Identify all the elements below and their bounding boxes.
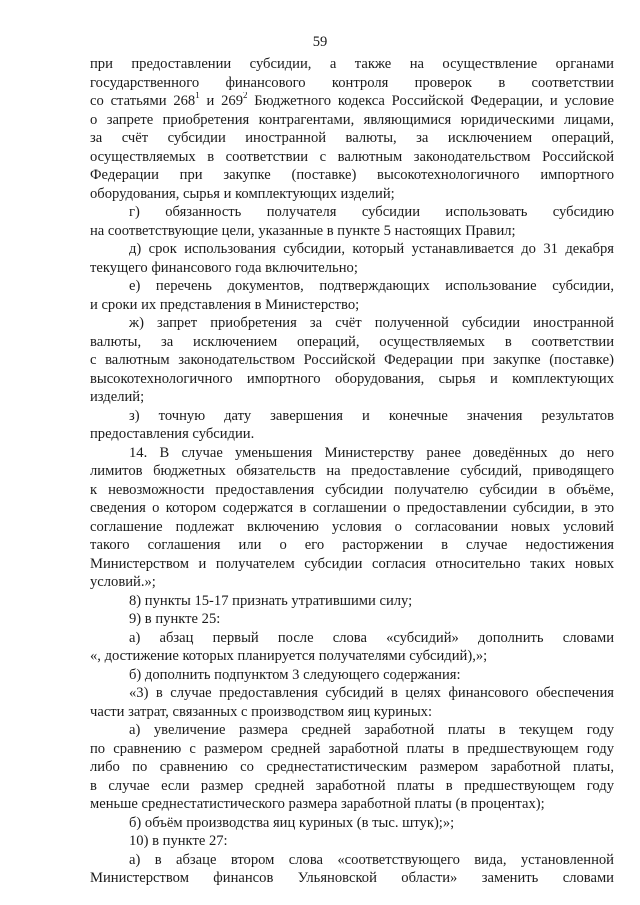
text-line: меньше среднестатистического размера заработной платы (в процентах); — [90, 796, 545, 812]
text-line: осуществляемых в соответствии с валютным законодательством Российской — [90, 148, 614, 165]
text-line: со статьями $268^1$ и $269^2$ Бюджетного кодекса Российской Федерации, и условие — [90, 92, 614, 109]
text-line: текущего финансового года включительно; — [90, 259, 358, 276]
text-line: Министерством финансов Ульяновской области» заменить словами — [90, 870, 614, 886]
text-line: а) абзац первый после слова «субсидий» дополнить словами — [129, 629, 614, 646]
text-line: о запрете приобретения контрагентами, являющимися юридическими лицами, — [90, 111, 614, 128]
text-line: «, достижение которых планируется получателями субсидий),»; — [90, 648, 488, 664]
text-line: Министерством и получателем субсидии согласия относительно таких новых — [90, 555, 614, 572]
text-line: е) перечень документов, подтверждающих использование субсидии, — [129, 278, 614, 294]
document-body — [90, 55, 614, 888]
text-line: Федерации при закупке (поставке) высокотехнологичного импортного — [90, 167, 614, 183]
text-line: при предоставлении субсидии, а также на осуществление органами — [90, 56, 614, 72]
text-line: условий.»; — [90, 574, 156, 590]
text-line: ж) запрет приобретения за счёт полученной субсидии иностранной — [129, 315, 614, 331]
text-line: высокотехнологичного импортного оборудования, сырья и комплектующих — [90, 370, 614, 387]
text-line: на соответствующие цели, указанные в пункте 5 настоящих Правил; — [90, 222, 516, 239]
text-line: предоставления субсидии. — [90, 426, 255, 442]
text-line: 14. В случае уменьшения Министерству ранее доведённых до него — [129, 444, 614, 461]
text-line: соглашение подлежат включению условия о согласовании новых условий — [90, 518, 614, 535]
text-line: такого соглашения или о его расторжении в случае недостижения — [90, 537, 614, 553]
text-line: государственного финансового контроля проверок в соответствии — [90, 74, 614, 91]
text-line: 10) в пункте 27: — [129, 833, 228, 849]
text-line: изделий; — [90, 389, 145, 405]
text-line: 9) в пункте 25: — [129, 611, 221, 627]
text-line: з) точную дату завершения и конечные значения результатов — [129, 407, 614, 424]
text-line: оборудования, сырья и комплектующих изделий; — [90, 185, 395, 202]
text-line: валюты, за исключением операций, осуществляемых в соответствии — [90, 333, 614, 350]
text-line: а) в абзаце втором слова «соответствующего вида, установленной — [129, 851, 614, 868]
text-line: д) срок использования субсидии, который устанавливается до 31 декабря — [129, 241, 614, 257]
text-line: по сравнению с размером средней заработной платы в предшествующем году — [90, 740, 614, 757]
text-line: с валютным законодательством Российской Федерации при закупке (поставке) — [90, 352, 614, 368]
text-line: и сроки их представления в Министерство; — [90, 296, 360, 313]
text-line: 8) пункты 15-17 признать утратившими силу; — [129, 592, 413, 609]
text-line: «3) в случае предоставления субсидий в целях финансового обеспечения — [129, 685, 614, 701]
text-line: а) увеличение размера средней заработной платы в текущем году — [129, 722, 614, 738]
text-line: сведения о котором содержатся в соглашении о предоставлении субсидии, в это — [90, 500, 614, 516]
text-line: б) объём производства яиц куриных (в тыс. штук);»; — [129, 814, 455, 831]
text-line: г) обязанность получателя субсидии использовать субсидию — [129, 204, 614, 220]
text-line: либо по сравнению со среднестатистическим размером заработной платы, — [90, 759, 614, 775]
page-number: 59 — [312, 34, 328, 50]
text-line: лимитов бюджетных обязательств на предоставление субсидий, приводящего — [90, 463, 614, 479]
text-line: к невозможности предоставления субсидии получателю субсидии в объёме, — [90, 481, 614, 498]
text-line: части затрат, связанных с производством яиц куриных: — [90, 703, 433, 720]
text-line: б) дополнить подпунктом 3 следующего содержания: — [129, 666, 461, 683]
text-line: за счёт субсидии иностранной валюты, за исключением операций, — [90, 130, 614, 146]
text-line: в случае если размер средней заработной платы в предшествующем году — [90, 777, 614, 794]
